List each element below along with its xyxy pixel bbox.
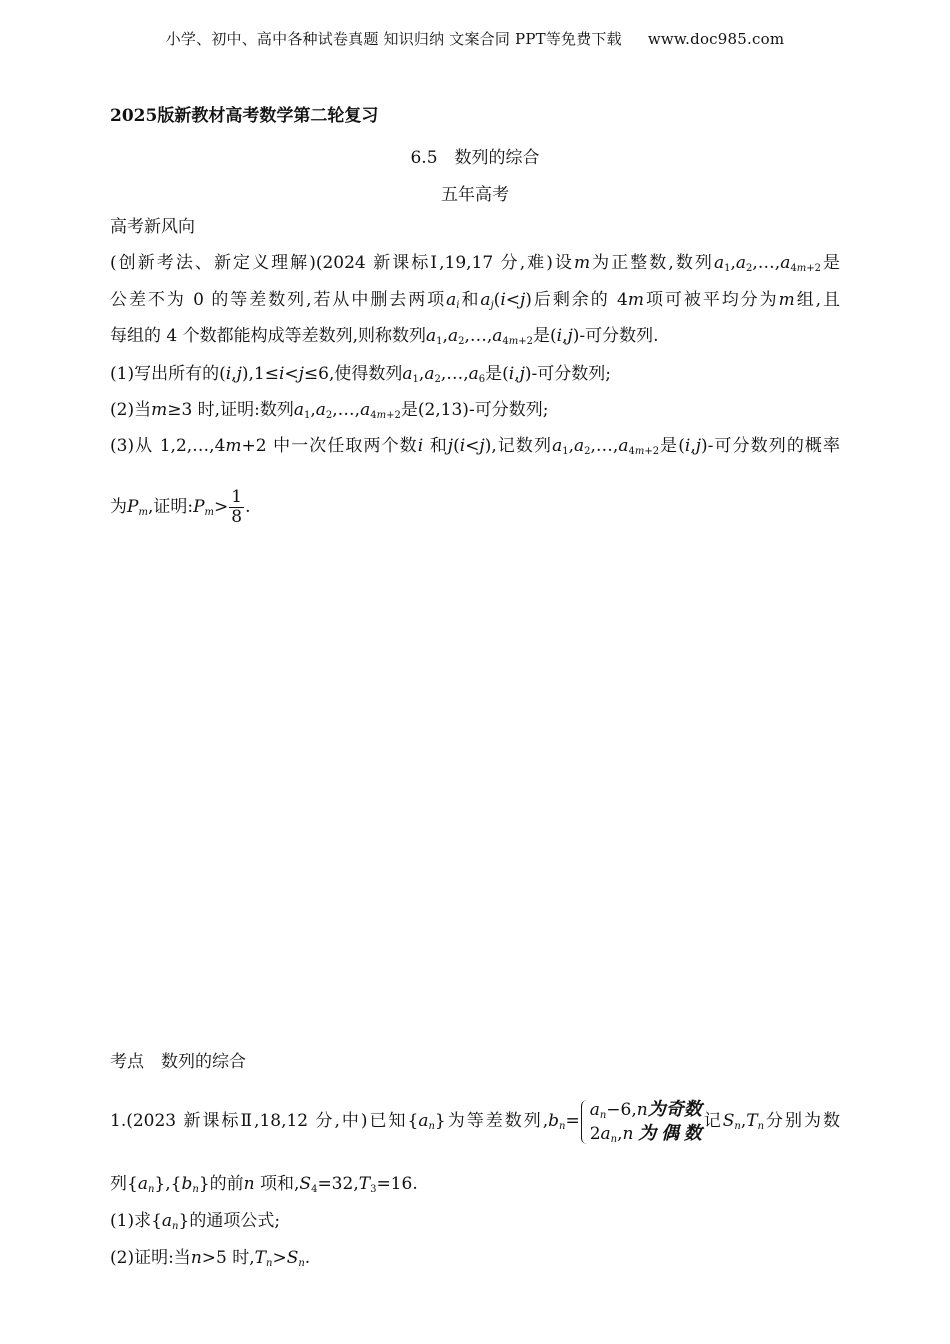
piecewise-definition: $a_n-6,n$为奇数 $2a_n,n$为偶数 <box>581 1098 702 1146</box>
subsection-title: 高考新风向 <box>110 217 195 237</box>
problem-line-3: 每组的 4 个数都能构成等差数列,则称数列$a_1,a_2,\dots,a_{4m+2}$是(i,j)-可分数列. <box>110 326 659 347</box>
problem-line-1: (创新考法、新定义理解)(2024 新课标Ⅰ,19,17 分,难)设m为正整数,数列$a_1,a_2,\dots,a_{4m+2}$是 <box>110 253 841 274</box>
question-2: (2)当m≥3 时,证明:数列$a_1,a_2,\dots,a_{4m+2}$是(2,13)-可分数列; <box>110 400 549 421</box>
part-title: 五年高考 <box>441 185 509 205</box>
problem-line-2: 公差不为 0 的等差数列,若从中删去两项$a_i$和$a_j(i<j)$后剩余的 4m项可被平均分为m组,且 <box>110 290 841 311</box>
header-site[interactable]: www.doc985.com <box>647 30 785 48</box>
fraction-one-eighth: $\frac{1}{8}$ <box>231 487 243 527</box>
doc-title: 2025版新教材高考数学第二轮复习 <box>110 106 379 126</box>
section-title: 6.5 数列的综合 <box>410 148 540 168</box>
question-3-line-1: (3)从 1,2,…,4m+2 中一次任取两个数i 和j(i<j),记数列$a_1,a_2,\dots,a_{4m+2}$是(i,j)-可分数列的概率 <box>110 436 840 457</box>
header-text: 小学、初中、高中各种试卷真题 知识归纳 文案合同 PPT等免费下载 <box>165 30 622 48</box>
example-1-question-2: (2)证明:当n>5 时$,T_n>S_n$. <box>110 1248 311 1269</box>
example-1-line-1: 1.(2023 新课标Ⅱ,18,12 分,中)已知$\{a_n\}$为等差数列$,b_n=$ $a_n-6,n$为奇数 $2a_n,n$为偶数 记$S_n,T_n$分别为数 <box>110 1098 841 1145</box>
kaodian-title: 考点 数列的综合 <box>110 1052 246 1072</box>
question-1: (1)写出所有的(i,j),1≤i<j≤6,使得数列$a_1,a_2,\dots,a_6$是(i,j)-可分数列; <box>110 364 612 385</box>
page-header <box>0 28 950 49</box>
left-brace <box>581 1100 588 1144</box>
example-1-question-1: (1)求$\{a_n\}$的通项公式; <box>110 1211 281 1232</box>
question-3-line-2: 为$P_m$,证明$:P_m>$ $\frac{1}{8}$ . <box>110 487 251 527</box>
example-1-line-2: 列$\{a_n\},\{b_n\}$的前n 项和$,S_4=32,T_3=16$. <box>110 1174 418 1195</box>
